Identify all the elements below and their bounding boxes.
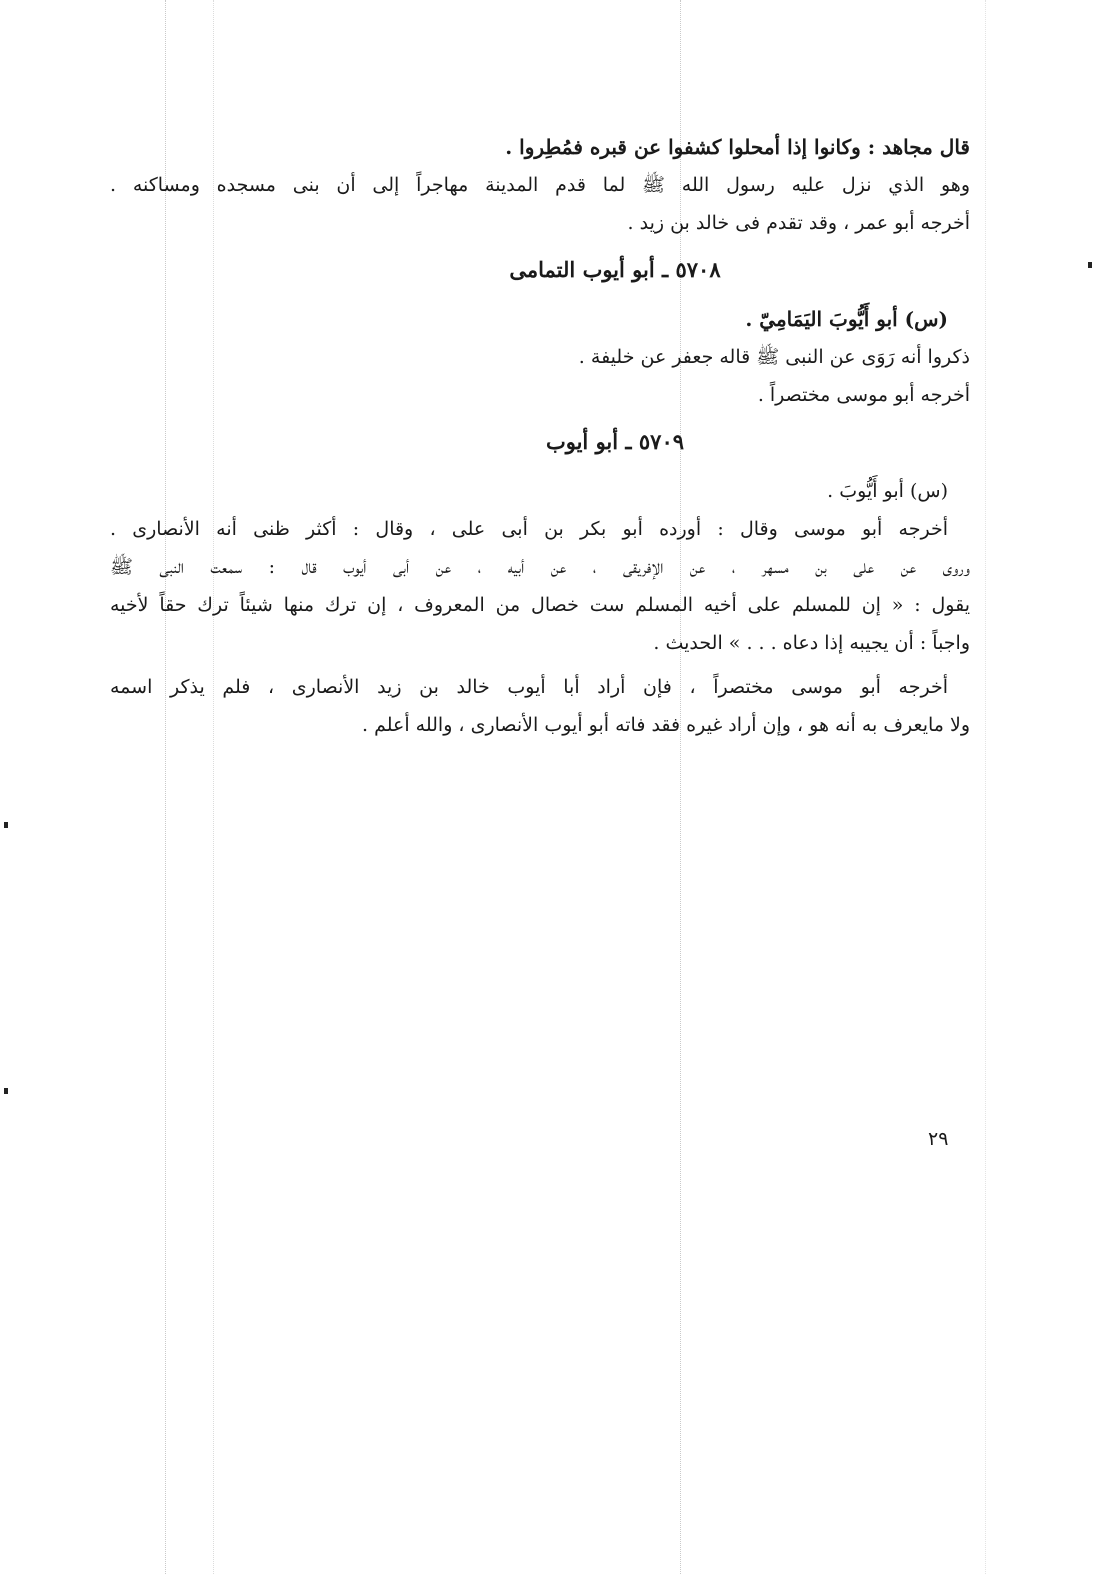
scan-speck	[4, 1088, 8, 1094]
text-line: أخرجه أبو موسى وقال : أورده أبو بكر بن أبى على ، وقال : أكثر ظنى أنه الأنصارى .	[110, 518, 948, 540]
text-line: يقول : « إن للمسلم على أخيه المسلم ست خصال من المعروف ، إن ترك منها شيئاً ترك حقاً لأخيه	[110, 594, 970, 616]
text-line: قال مجاهد : وكانوا إذا أمحلوا كشفوا عن قبره فمُطِروا .	[505, 135, 970, 159]
page-number: ٢٩	[928, 1128, 949, 1150]
scan-speck	[4, 822, 8, 828]
text-line: وروى عن على بن مسهر ، عن الإفريقى ، عن أبيه ، عن أبى أيوب قال : سمعت النبى ﷺ	[110, 556, 970, 578]
text-line: ذكروا أنه رَوَى عن النبى ﷺ قاله جعفر عن خليفة .	[578, 346, 970, 368]
entry-name-line: (س) أبو أَيُّوبَ .	[827, 480, 948, 502]
section-previous-entry-end	[110, 128, 970, 242]
text-line: أخرجه أبو عمر ، وقد تقدم فى خالد بن زيد .	[627, 212, 970, 234]
entry-5708	[110, 248, 970, 414]
text-line: وهو الذي نزل عليه رسول الله ﷺ لما قدم المدينة مهاجراً إلى أن بنى مسجده ومساكنه .	[110, 174, 970, 196]
page-body	[110, 128, 970, 744]
text-line: أخرجه أبو موسى مختصراً ، فإن أراد أبا أيوب خالد بن زيد الأنصارى ، فلم يذكر اسمه	[110, 676, 948, 698]
scan-artifact-line	[985, 0, 986, 1574]
text-line: واجباً : أن يجيبه إذا دعاه . . . » الحديث .	[653, 632, 970, 654]
entry-heading: ٥٧٠٩ ـ أبو أيوب	[545, 429, 685, 454]
entry-name-line: (س) أبو أَيُّوبَ اليَمَامِيّ .	[745, 307, 948, 331]
scan-speck	[1088, 262, 1092, 268]
text-line: ولا مايعرف به أنه هو ، وإن أراد غيره فقد فاته أبو أيوب الأنصارى ، والله أعلم .	[361, 714, 970, 736]
entry-heading: ٥٧٠٨ ـ أبو أيوب التمامى	[509, 257, 721, 282]
text-line: أخرجه أبو موسى مختصراً .	[757, 384, 970, 406]
entry-5709	[110, 420, 970, 744]
